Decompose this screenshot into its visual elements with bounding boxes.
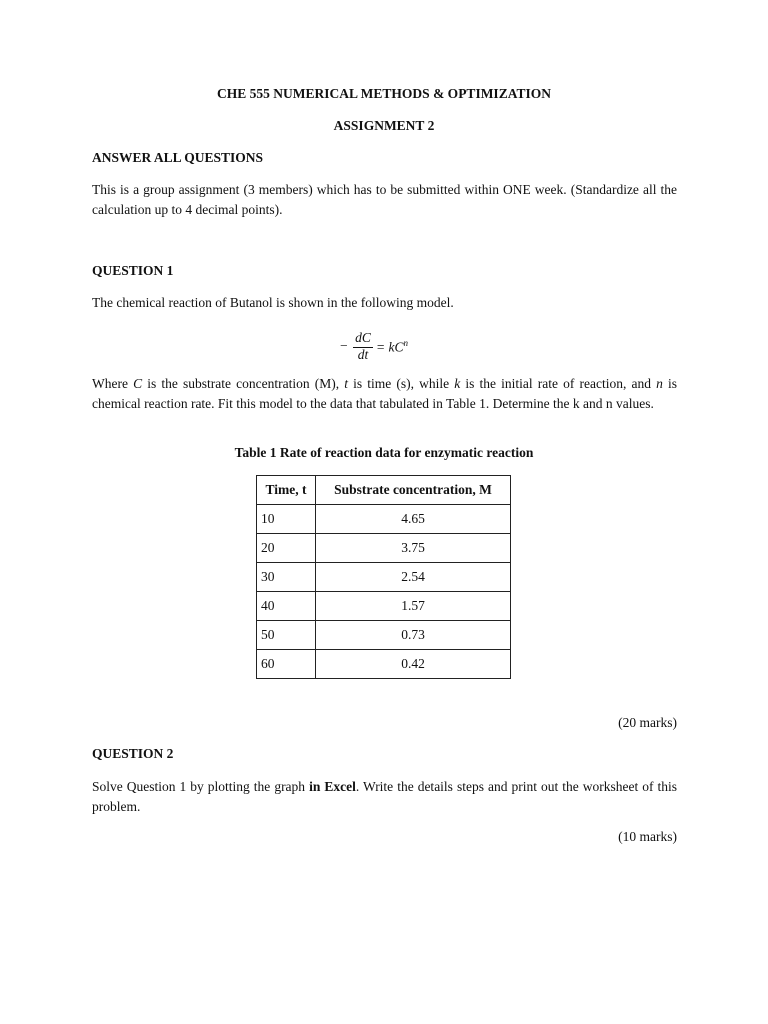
desc-text: is time (s), while	[347, 376, 455, 391]
table-row	[257, 650, 511, 679]
rate-equation	[340, 330, 460, 364]
cell-time: 50	[257, 621, 316, 650]
desc-text: Where	[92, 376, 134, 391]
var-c: C	[133, 376, 143, 391]
question-1-marks: (20 marks)	[618, 715, 677, 730]
cell-time: 40	[257, 592, 316, 621]
desc-text: is the substrate concentration (M),	[142, 376, 345, 391]
column-header-time: Time, t	[257, 476, 316, 505]
table-row	[257, 505, 511, 534]
table-caption: Table 1 Rate of reaction data for enzymatic reaction	[234, 445, 534, 460]
desc-text: is chemical reaction rate. Fit this model to the data that tabulated in Table 1. Determine the k and n values.	[92, 376, 677, 411]
instruction-text: This is a group assignment (3 members) which has to be submitted within ONE week. (Standardize all the calculation up to 4 decimal points).	[92, 182, 677, 217]
assignment-title: ASSIGNMENT 2	[333, 118, 435, 133]
question-1-intro: The chemical reaction of Butanol is shown in the following model.	[92, 295, 454, 310]
var-n: n	[656, 376, 663, 391]
question-1-description	[92, 374, 677, 414]
question-2-marks: (10 marks)	[618, 829, 677, 844]
q2-text: . Write the details steps and print out the worksheet of this problem.	[92, 779, 677, 814]
cell-time: 60	[257, 650, 316, 679]
question-2-heading: QUESTION 2	[92, 746, 174, 761]
table-header-row	[257, 476, 511, 505]
question-1-heading: QUESTION 1	[92, 263, 174, 278]
equation-exponent: n	[403, 338, 408, 348]
cell-concentration: 0.42	[316, 650, 511, 679]
data-table	[256, 475, 511, 679]
column-header-concentration: Substrate concentration, M	[316, 476, 511, 505]
table-row	[257, 592, 511, 621]
equation-numerator: dC	[355, 330, 371, 345]
instruction-heading: ANSWER ALL QUESTIONS	[92, 150, 264, 165]
cell-time: 10	[257, 505, 316, 534]
cell-concentration: 4.65	[316, 505, 511, 534]
cell-concentration: 2.54	[316, 563, 511, 592]
cell-time: 30	[257, 563, 316, 592]
cell-concentration: 3.75	[316, 534, 511, 563]
equation-denominator: dt	[357, 347, 369, 362]
cell-concentration: 0.73	[316, 621, 511, 650]
q2-text: Solve Question 1 by plotting the graph	[92, 779, 310, 794]
question-2-text	[92, 777, 677, 817]
equation-minus: −	[340, 338, 348, 353]
table-row	[257, 563, 511, 592]
course-title: CHE 555 NUMERICAL METHODS & OPTIMIZATION	[217, 86, 551, 101]
table-row	[257, 621, 511, 650]
var-t: t	[344, 376, 348, 391]
table-row	[257, 534, 511, 563]
var-k: k	[454, 376, 461, 391]
equation-rhs-base: = kC	[376, 339, 404, 355]
cell-concentration: 1.57	[316, 592, 511, 621]
q2-bold-text: in Excel	[309, 779, 356, 794]
desc-text: is the initial rate of reaction, and	[460, 376, 657, 391]
cell-time: 20	[257, 534, 316, 563]
equation-rhs	[376, 338, 408, 356]
